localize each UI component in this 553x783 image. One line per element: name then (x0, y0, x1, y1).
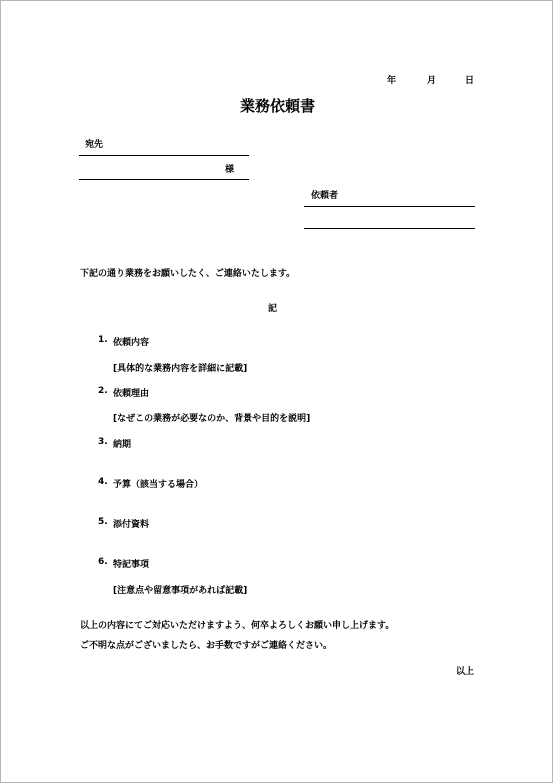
day-label: 日 (465, 76, 475, 86)
item-2-label: 依頼理由 (113, 389, 150, 399)
addressee-line-1 (79, 155, 249, 156)
closing-line-2: ご不明な点がございましたら、お手数ですがご連絡ください。 (80, 641, 333, 651)
closing-line-1: 以上の内容にてご対応いただけますよう、何卒よろしくお願い申し上げます。 (80, 621, 395, 631)
item-4-label: 予算（該当する場合） (113, 480, 204, 490)
item-5-label: 添付資料 (113, 520, 150, 530)
requester-line-1 (304, 206, 475, 207)
year-label: 年 (387, 76, 397, 86)
item-6-label: 特記事項 (113, 560, 150, 570)
item-5-number: 5. (98, 517, 108, 527)
requester-label: 依頼者 (311, 191, 339, 201)
requester-line-2 (304, 228, 475, 229)
item-1-label: 依頼内容 (113, 338, 150, 348)
addressee-line-2 (79, 179, 249, 180)
document-title: 業務依頼書 (239, 97, 315, 115)
item-1-number: 1. (98, 335, 108, 345)
addressee-honorific: 様 (225, 165, 235, 175)
intro-text: 下記の通り業務をお願いしたく、ご連絡いたします。 (80, 269, 296, 279)
item-3-label: 納期 (113, 440, 132, 450)
item-3-number: 3. (98, 437, 108, 447)
item-2-detail: [なぜこの業務が必要なのか、背景や目的を説明] (113, 414, 311, 424)
item-4-number: 4. (98, 477, 108, 487)
ki-label: 記 (268, 304, 278, 314)
item-6-number: 6. (98, 557, 108, 567)
item-1-detail: [具体的な業務内容を詳細に記載] (113, 364, 248, 374)
addressee-label: 宛先 (85, 140, 104, 150)
item-2-number: 2. (98, 386, 108, 396)
closing-end: 以上 (456, 667, 475, 677)
month-label: 月 (427, 76, 437, 86)
item-6-detail: [注意点や留意事項があれば記載] (113, 586, 248, 596)
